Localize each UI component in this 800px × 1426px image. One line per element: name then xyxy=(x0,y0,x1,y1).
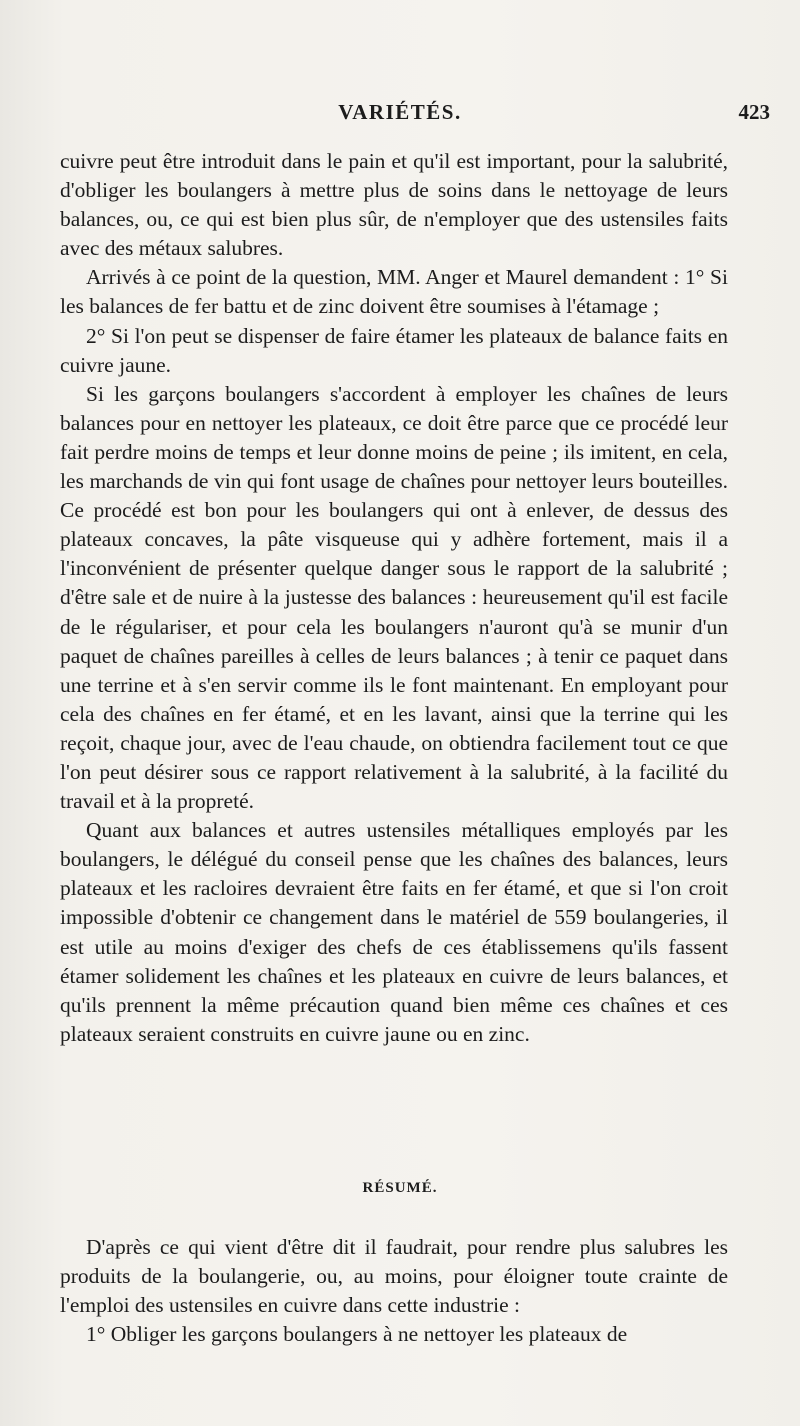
paragraph: Si les garçons boulangers s'accordent à employer les chaînes de leurs balances pour en nettoyer les plateaux, ce doit être parce que ce procédé leur fait perdre moins de temps et leur donne moins de peine ; ils imitent, en cela, les marchands de vin qui font usage de chaînes pour nettoyer leurs bouteilles. Ce procédé est bon pour les boulangers qui ont à enlever, de dessus des plateaux concaves, la pâte visqueuse qui y adhère fortement, mais il a l'inconvénient de présenter quelque danger sous le rapport de la salubrité ; d'être sale et de nuire à la justesse des balances : heureusement qu'il est facile de le régulariser, et pour cela les boulangers n'auront qu'à se munir d'un paquet de chaînes pareilles à celles de leurs balances ; à tenir ce paquet dans une terrine et à s'en servir comme ils le font maintenant. En employant pour cela des chaînes en fer étamé, et en les lavant, ainsi que la terrine qui les reçoit, chaque jour, avec de l'eau chaude, on obtiendra facilement tout ce que l'on peut désirer sous ce rapport relativement à la salubrité, à la facilité du travail et à la propreté. xyxy=(60,381,728,814)
running-title: VARIÉTÉS. xyxy=(338,100,462,124)
paragraph: 1° Obliger les garçons boulangers à ne nettoyer les plateaux de xyxy=(86,1322,628,1347)
paragraph: D'après ce qui vient d'être dit il faudrait, pour rendre plus salubres les produits de la boulangerie, ou, au moins, pour éloigner toute crainte de l'emploi des ustensiles en cuivre dans cette industrie : xyxy=(60,1235,728,1318)
paragraph: cuivre peut être introduit dans le pain et qu'il est important, pour la salubrité, d'obliger les boulangers à mettre plus de soins dans le nettoyage de leurs balances, ou, ce qui est bien plus sûr, de n'employer que des ustensiles faits avec des métaux salubres. xyxy=(60,149,728,261)
paragraph: Quant aux balances et autres ustensiles métalliques employés par les boulangers, le délégué du conseil pense que les chaînes des balances, leurs plateaux et les racloires devraient être faits en fer étamé, et que si l'on croit impossible d'obtenir ce changement dans le matériel de 559 boulangeries, il est utile au moins d'exiger des chefs de ces établissemens qu'ils fassent étamer solidement les chaînes et les plateaux en cuivre de leurs balances, et qu'ils prennent la même précaution quand bien même ces chaînes et ces plateaux seraient construits en cuivre jaune ou en zinc. xyxy=(60,818,728,1046)
body-text xyxy=(60,147,728,1049)
section-heading: RÉSUMÉ. xyxy=(362,1180,438,1196)
summary-text xyxy=(60,1233,728,1349)
page-header xyxy=(0,100,800,136)
page-number: 423 xyxy=(738,100,770,124)
paragraph: Arrivés à ce point de la question, MM. Anger et Maurel demandent : 1° Si les balances de fer battu et de zinc doivent être soumises à l'étamage ; xyxy=(60,265,728,319)
paragraph: 2° Si l'on peut se dispenser de faire étamer les plateaux de balance faits en cuivre jaune. xyxy=(60,323,728,377)
